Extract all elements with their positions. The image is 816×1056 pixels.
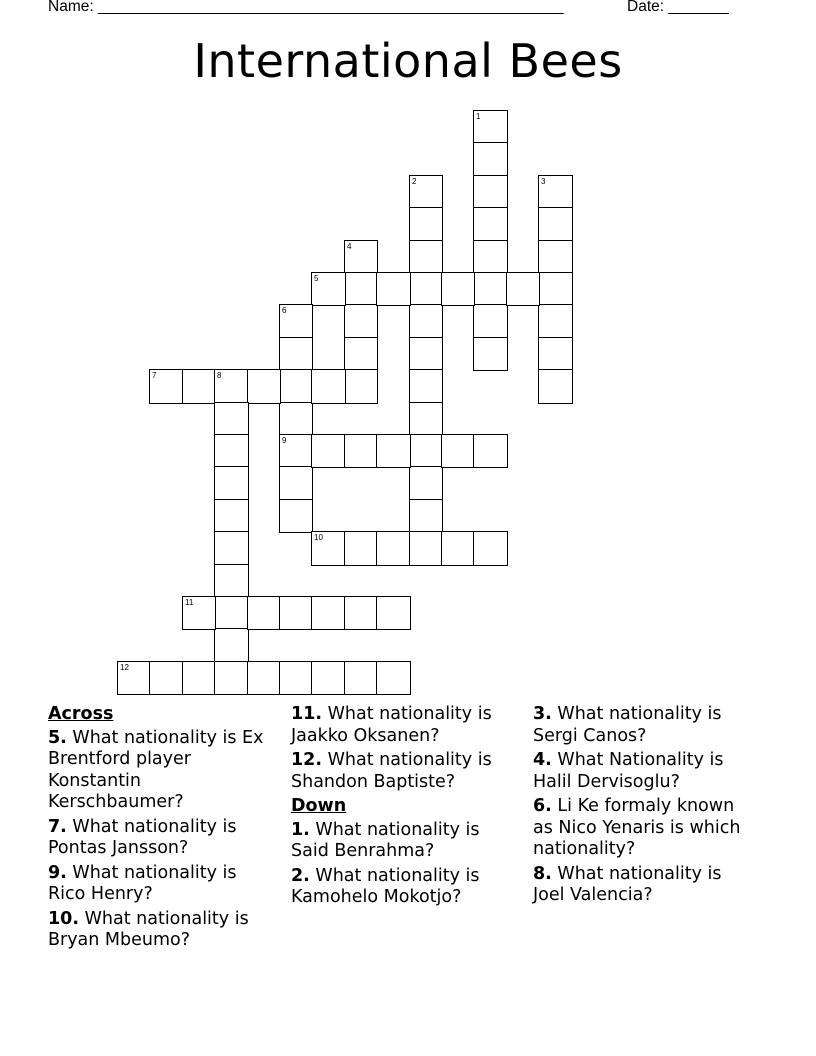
date-field-label: Date: _______ [627, 0, 729, 15]
grid-cell[interactable] [473, 142, 508, 177]
clue-down-4: 4. What Nationality is Halil Dervisoglu? [533, 750, 724, 792]
grid-cell[interactable] [473, 531, 508, 566]
grid-cell[interactable] [409, 304, 443, 339]
grid-cell[interactable] [279, 369, 313, 404]
grid-cell[interactable] [214, 434, 249, 468]
clue-number-label: 1 [476, 112, 481, 121]
clues-column-2 [291, 704, 516, 912]
clue-number-label: 8 [217, 371, 222, 380]
grid-cell[interactable] [214, 628, 249, 663]
grid-cell[interactable] [376, 531, 411, 566]
clue-across-12: 12. What nationality is Shandon Baptiste? [291, 750, 492, 792]
grid-cell[interactable] [247, 661, 281, 695]
clue-down-6: 6. Li Ke formaly known as Nico Yenaris is which nationality? [533, 796, 741, 859]
clue-number-label: 12 [120, 663, 129, 672]
grid-cell[interactable] [214, 531, 249, 566]
grid-cell[interactable] [214, 661, 249, 695]
grid-cell[interactable] [279, 596, 313, 630]
grid-cell[interactable] [473, 207, 508, 242]
clue-number-label: 6 [282, 306, 287, 315]
grid-cell[interactable] [473, 272, 508, 306]
clue-down-8: 8. What nationality is Joel Valencia? [533, 863, 722, 905]
grid-cell[interactable] [279, 466, 313, 501]
grid-cell[interactable] [344, 434, 378, 468]
grid-cell[interactable] [409, 466, 443, 501]
grid-cell[interactable] [376, 661, 411, 695]
grid-cell[interactable] [473, 304, 508, 339]
clue-number-label: 2 [412, 177, 417, 186]
clue-number-label: 11 [185, 598, 194, 607]
name-field-label: Name: ______________________________________________________ [48, 0, 564, 15]
grid-cell[interactable] [506, 272, 540, 306]
grid-cell[interactable] [182, 369, 216, 404]
clue-down-2: 2. What nationality is Kamohelo Mokotjo? [291, 865, 480, 907]
grid-cell[interactable] [473, 240, 508, 274]
clue-number-label: 3 [541, 177, 546, 186]
clue-number-label: 9 [282, 436, 287, 445]
clue-across-11: 11. What nationality is Jaakko Oksanen? [291, 704, 492, 746]
clue-number-label: 10 [314, 533, 323, 542]
grid-cell[interactable] [376, 596, 411, 630]
grid-cell[interactable] [311, 661, 346, 695]
across-heading: Across [48, 704, 114, 724]
grid-cell[interactable] [473, 337, 508, 371]
grid-cell[interactable] [311, 434, 346, 468]
grid-cell[interactable] [344, 661, 378, 695]
grid-cell[interactable] [311, 596, 346, 630]
grid-cell[interactable] [409, 531, 443, 566]
grid-cell[interactable] [538, 304, 573, 339]
grid-cell[interactable] [441, 434, 475, 468]
grid-cell[interactable] [279, 499, 313, 533]
clue-number-label: 4 [347, 242, 352, 251]
clue-down-1: 1. What nationality is Said Benrahma? [291, 819, 480, 861]
grid-cell[interactable] [344, 369, 378, 404]
page-title: International Bees [193, 34, 623, 88]
grid-cell[interactable] [247, 369, 281, 404]
grid-cell[interactable] [409, 207, 443, 242]
grid-cell[interactable] [538, 272, 573, 306]
grid-cell[interactable] [538, 337, 573, 371]
grid-cell[interactable] [376, 272, 411, 306]
grid-cell[interactable] [344, 337, 378, 371]
grid-cell[interactable] [182, 661, 216, 695]
grid-cell[interactable] [279, 402, 313, 436]
down-heading: Down [291, 796, 347, 816]
grid-cell[interactable] [214, 466, 249, 501]
clue-number-label: 5 [314, 274, 319, 283]
grid-cell[interactable] [279, 661, 313, 695]
grid-cell[interactable] [441, 531, 475, 566]
grid-cell[interactable] [409, 434, 443, 468]
grid-cell[interactable] [409, 272, 443, 306]
grid-cell[interactable] [344, 304, 378, 339]
grid-cell[interactable] [376, 434, 411, 468]
grid-cell[interactable] [214, 564, 249, 598]
grid-cell[interactable] [214, 499, 249, 533]
clues-column-1 [48, 704, 273, 955]
clue-number-label: 7 [152, 371, 157, 380]
grid-cell[interactable] [344, 531, 378, 566]
grid-cell[interactable] [409, 240, 443, 274]
grid-cell[interactable] [441, 272, 475, 306]
grid-cell[interactable] [214, 402, 249, 436]
grid-cell[interactable] [409, 499, 443, 533]
grid-cell[interactable] [538, 240, 573, 274]
grid-cell[interactable] [214, 596, 249, 630]
clue-across-5: 5. What nationality is Ex Brentford player Konstantin Kerschbaumer? [48, 727, 264, 812]
clue-across-9: 9. What nationality is Rico Henry? [48, 862, 237, 904]
grid-cell[interactable] [149, 661, 184, 695]
grid-cell[interactable] [344, 596, 378, 630]
grid-cell[interactable] [279, 337, 313, 371]
grid-cell[interactable] [311, 369, 346, 404]
grid-cell[interactable] [409, 337, 443, 371]
clue-across-10: 10. What nationality is Bryan Mbeumo? [48, 908, 249, 950]
grid-cell[interactable] [538, 207, 573, 242]
clue-across-7: 7. What nationality is Pontas Jansson? [48, 816, 237, 858]
clue-down-3: 3. What nationality is Sergi Canos? [533, 704, 722, 746]
grid-cell[interactable] [409, 402, 443, 436]
grid-cell[interactable] [473, 434, 508, 468]
grid-cell[interactable] [538, 369, 573, 404]
grid-cell[interactable] [247, 596, 281, 630]
grid-cell[interactable] [409, 369, 443, 404]
grid-cell[interactable] [344, 272, 378, 306]
grid-cell[interactable] [473, 175, 508, 209]
clues-column-3 [533, 704, 758, 910]
